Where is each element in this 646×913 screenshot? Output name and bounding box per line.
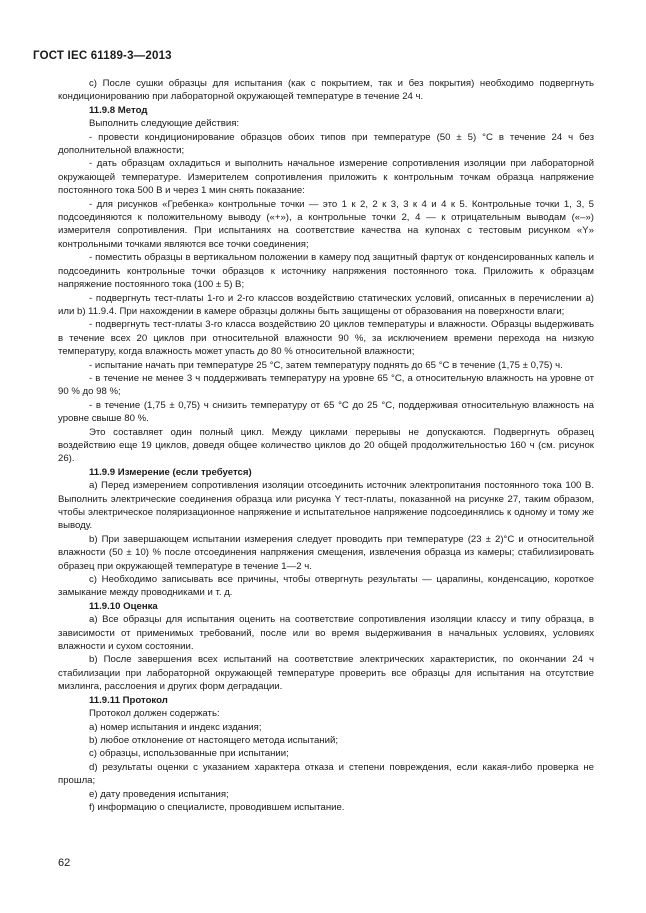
paragraph: - провести кондиционирование образцов обоих типов при температуре (50 ± 5) °С в течение 24 ч без дополнительной влажности; — [58, 131, 594, 157]
paragraph: - в течение не менее 3 ч поддерживать температуру на уровне 65 °С, а относительную влажность на уровне от 90 % до 98 %; — [58, 372, 594, 398]
page-number: 62 — [58, 857, 71, 869]
paragraph: b) При завершающем испытании измерения следует проводить при температуре (23 ± 2)°С и относительной влажности (50 ± 10) % после отсоединения напряжения смещения, извлечения образца из камеры; стабилизировать образец при окружающей температуре в течение 1—2 ч. — [58, 533, 594, 572]
paragraph: Выполнить следующие действия: — [89, 118, 240, 130]
paragraph: - подвергнуть тест-платы 1-го и 2-го классов воздействию статических условий, описанных в перечислении а) или b) 11.9.4. При нахождении в камере образцы должны быть защищены от образования на поверхности влаги; — [58, 292, 594, 317]
paragraph: Протокол должен содержать: — [89, 708, 220, 720]
standard-header: ГОСТ IEC 61189-3—2013 — [33, 50, 172, 62]
paragraph: b) любое отклонение от настоящего метода испытаний; — [89, 734, 338, 746]
document-body — [58, 77, 594, 814]
paragraph: c) образцы, использованные при испытании; — [89, 748, 289, 760]
section-heading: 11.9.10 Оценка — [89, 600, 158, 612]
paragraph: a) номер испытания и индекс издания; — [89, 721, 262, 733]
paragraph: - испытание начать при температуре 25 °С, затем температуру поднять до 65 °С в течение (1,75 ± 0,75) ч. — [89, 359, 563, 371]
paragraph: - в течение (1,75 ± 0,75) ч снизить температуру от 65 °С до 25 °С, поддерживая относительную влажность на уровне свыше 80 %. — [58, 399, 594, 425]
paragraph: a) Перед измерением сопротивления изоляции отсоединить источник электропитания постоянного тока 100 В. Выполнить электрические соединения образца или рисунка Y тест-платы, показанной на рисунке 27, таким образом, чтобы электрическое поляризационное напряжение и испытательное напряжение подсоединялись к одному и тому же выводу. — [58, 480, 594, 532]
paragraph: e) дату проведения испытания; — [89, 788, 229, 800]
paragraph: Это составляет один полный цикл. Между циклами перерывы не допускаются. Подвергнуть образец воздействию еще 19 циклов, доведя общее количество циклов до 20 общей продолжительностью 160 ч (см. рисунок 26). — [58, 426, 594, 465]
paragraph: - поместить образцы в вертикальном положении в камеру под защитный фартук от конденсированных капель и подсоединить контрольные точки образцов к источнику напряжения постоянного тока. Приложить к образцам напряжение постоянного тока (100 ± 5) В; — [58, 252, 594, 291]
paragraph: - подвергнуть тест-платы 3-го класса воздействию 20 циклов температуры и влажности. Образцы выдерживать в течение всех 20 циклов при относительной влажности 90 %, за исключением времени перехода на низкую температуру, когда влажность может упасть до 80 % относительной влажности; — [58, 319, 594, 358]
paragraph: b) После завершения всех испытаний на соответствие электрических характеристик, по окончании 24 ч стабилизации при лабораторной окружающей температуре проверить все образцы для испытания на отсутствие мизлинга, расслоения и других форм деградации. — [58, 654, 594, 693]
paragraph: - дать образцам охладиться и выполнить начальное измерение сопротивления изоляции при лабораторной окружающей температуре. Измерителем сопротивления приложить к контрольным точкам образца напряжение постоянного тока 500 В и через 1 мин снять показание: — [58, 158, 594, 197]
section-heading: 11.9.8 Метод — [89, 104, 148, 116]
paragraph: c) Необходимо записывать все причины, чтобы отвергнуть результаты — царапины, конденсацию, короткое замыкание между проводниками и т. д. — [58, 574, 594, 599]
paragraph: c) После сушки образцы для испытания (как с покрытием, так и без покрытия) необходимо подвергнуть кондиционированию при лабораторной окружающей температуре в течение 24 ч. — [58, 78, 594, 103]
paragraph: a) Все образцы для испытания оценить на соответствие сопротивления изоляции классу и типу образца, в зависимости от применимых требований, после или во время выдерживания в начальных условиях, условиях влажности и сухом состоянии. — [58, 614, 594, 653]
paragraph: - для рисунков «Гребенка» контрольные точки — это 1 к 2, 2 к 3, 3 к 4 и 4 к 5. Контрольные точки 1, 3, 5 подсоединяются к положительному выводу («+»), а контрольные точки 2, 4 — к отрицательным выводам («–») измерителя сопротивления. При испытаниях на соответствие качества на купонах с тестовым рисунком «Y» контрольными точками являются все точки соединения; — [58, 198, 594, 250]
paragraph: f) информацию о специалисте, проводившем испытание. — [89, 801, 345, 813]
paragraph: d) результаты оценки с указанием характера отказа и степени повреждения, если какая-либо проверка не прошла; — [58, 761, 594, 787]
section-heading: 11.9.9 Измерение (если требуется) — [89, 466, 252, 478]
section-heading: 11.9.11 Протокол — [89, 694, 168, 706]
